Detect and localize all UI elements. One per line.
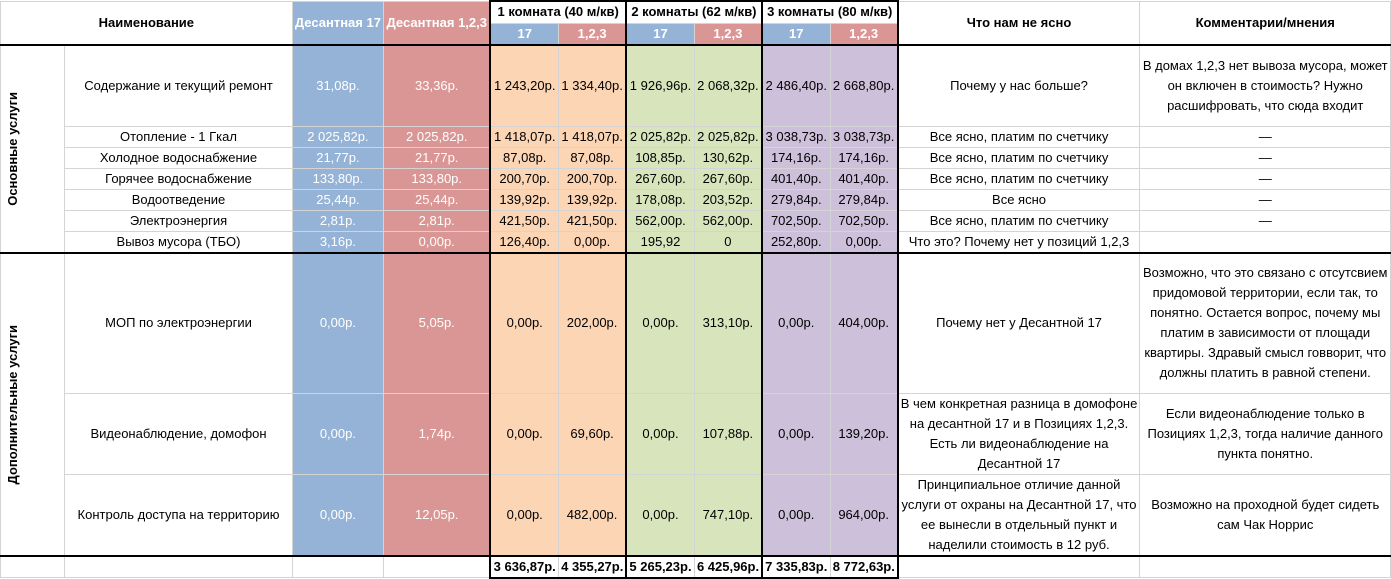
cell-d123: 0,00р. <box>384 232 491 254</box>
cell-r2b: 2 025,82р. <box>694 127 761 148</box>
cell-r1b: 200,70р. <box>559 169 626 190</box>
cell-r2b: 562,00р. <box>694 211 761 232</box>
cell-unclear: Почему у нас больше? <box>898 45 1140 127</box>
cell-r3b: 139,20р. <box>830 393 897 474</box>
total-r3a: 7 335,83р. <box>762 556 830 578</box>
total-r2a: 5 265,23р. <box>626 556 694 578</box>
row-name: Холодное водоснабжение <box>65 148 292 169</box>
subheader-123: 1,2,3 <box>559 23 626 45</box>
cell-r3a: 279,84р. <box>762 190 830 211</box>
cell-unclear: Все ясно <box>898 190 1140 211</box>
row-name: Контроль доступа на территорию <box>65 474 292 556</box>
table-row <box>1 169 1391 190</box>
cell-d17: 0,00р. <box>292 393 384 474</box>
cell-r3a: 401,40р. <box>762 169 830 190</box>
cell-d123: 5,05р. <box>384 253 491 393</box>
cell-r2b: 203,52р. <box>694 190 761 211</box>
cell-r3a: 252,80р. <box>762 232 830 254</box>
cell-r1b: 87,08р. <box>559 148 626 169</box>
header-unclear: Что нам не ясно <box>898 1 1140 45</box>
table-row <box>1 393 1391 474</box>
cell-r2b: 130,62р. <box>694 148 761 169</box>
cell-r3b: 702,50р. <box>830 211 897 232</box>
subheader-123: 1,2,3 <box>830 23 897 45</box>
cell-r2b: 747,10р. <box>694 474 761 556</box>
cell-r1b: 202,00р. <box>559 253 626 393</box>
cell-r2b: 313,10р. <box>694 253 761 393</box>
row-name: Содержание и текущий ремонт <box>65 45 292 127</box>
cell-r2a: 178,08р. <box>626 190 694 211</box>
cell-d17: 2 025,82р. <box>292 127 384 148</box>
table-row <box>1 127 1391 148</box>
row-name: Отопление - 1 Гкал <box>65 127 292 148</box>
table-row <box>1 190 1391 211</box>
cell-r3a: 0,00р. <box>762 253 830 393</box>
header-name: Наименование <box>1 1 293 45</box>
cell-r3a: 2 486,40р. <box>762 45 830 127</box>
cell-d123: 33,36р. <box>384 45 491 127</box>
group-main <box>1 45 65 254</box>
cell-r1b: 0,00р. <box>559 232 626 254</box>
cell-r2a: 195,92 <box>626 232 694 254</box>
subheader-17: 17 <box>762 23 830 45</box>
cell-d123: 21,77р. <box>384 148 491 169</box>
cell-r2a: 0,00р. <box>626 474 694 556</box>
cell-d17: 21,77р. <box>292 148 384 169</box>
cell-r2a: 1 926,96р. <box>626 45 694 127</box>
cell-r1a: 0,00р. <box>490 253 558 393</box>
group-extra-label: Дополнительные услуги <box>5 324 20 484</box>
cell-r3b: 0,00р. <box>830 232 897 254</box>
cell-r3b: 404,00р. <box>830 253 897 393</box>
cell-unclear: Принципиальное отличие данной услуги от охраны на Десантной 17, что ее вынесли в отдельный пункт и наделили стоимость в 12 руб. <box>898 474 1140 556</box>
cell-comment: — <box>1140 148 1391 169</box>
table-row <box>1 148 1391 169</box>
cell-d123: 25,44р. <box>384 190 491 211</box>
table-row <box>1 211 1391 232</box>
cell-d17: 25,44р. <box>292 190 384 211</box>
cell-comment <box>1140 232 1391 254</box>
table-row <box>1 253 1391 393</box>
cell-r2b: 267,60р. <box>694 169 761 190</box>
cell-r2b: 107,88р. <box>694 393 761 474</box>
cell-d17: 0,00р. <box>292 474 384 556</box>
cell-r2b: 0 <box>694 232 761 254</box>
cell-r1a: 1 243,20р. <box>490 45 558 127</box>
cell-r1a: 200,70р. <box>490 169 558 190</box>
cell-r2a: 562,00р. <box>626 211 694 232</box>
cell-r3b: 279,84р. <box>830 190 897 211</box>
cell-r1b: 69,60р. <box>559 393 626 474</box>
row-name: Видеонаблюдение, домофон <box>65 393 292 474</box>
cell-r3a: 174,16р. <box>762 148 830 169</box>
cell-r1a: 87,08р. <box>490 148 558 169</box>
subheader-17: 17 <box>626 23 694 45</box>
header-d123: Десантная 1,2,3 <box>384 1 491 45</box>
cell-r1b: 421,50р. <box>559 211 626 232</box>
header-room3: 3 комнаты (80 м/кв) <box>762 1 898 23</box>
cell-r2a: 108,85р. <box>626 148 694 169</box>
cell-r1a: 139,92р. <box>490 190 558 211</box>
cell-d123: 12,05р. <box>384 474 491 556</box>
cell-r2a: 2 025,82р. <box>626 127 694 148</box>
cell-d17: 31,08р. <box>292 45 384 127</box>
cell-comment: — <box>1140 127 1391 148</box>
cell-r3a: 3 038,73р. <box>762 127 830 148</box>
header-comments: Комментарии/мнения <box>1140 1 1391 45</box>
cell-r1a: 0,00р. <box>490 393 558 474</box>
cell-unclear: Все ясно, платим по счетчику <box>898 148 1140 169</box>
cell-r2a: 0,00р. <box>626 253 694 393</box>
row-name: МОП по электроэнергии <box>65 253 292 393</box>
cell-d17: 133,80р. <box>292 169 384 190</box>
cell-r2a: 267,60р. <box>626 169 694 190</box>
cell-comment: В домах 1,2,3 нет вывоза мусора, может он включен в стоимость? Нужно расшифровать, что сюда входит <box>1140 45 1391 127</box>
cell-r3a: 0,00р. <box>762 474 830 556</box>
table-row <box>1 45 1391 127</box>
total-r1b: 4 355,27р. <box>559 556 626 578</box>
cell-r1b: 1 418,07р. <box>559 127 626 148</box>
cell-r3b: 401,40р. <box>830 169 897 190</box>
cell-r2b: 2 068,32р. <box>694 45 761 127</box>
cell-r2a: 0,00р. <box>626 393 694 474</box>
cell-r1b: 482,00р. <box>559 474 626 556</box>
header-room1: 1 комната (40 м/кв) <box>490 1 626 23</box>
row-name: Электроэнергия <box>65 211 292 232</box>
cell-r3a: 0,00р. <box>762 393 830 474</box>
total-r2b: 6 425,96р. <box>694 556 761 578</box>
cell-d123: 133,80р. <box>384 169 491 190</box>
cell-d123: 2,81р. <box>384 211 491 232</box>
cell-comment: — <box>1140 169 1391 190</box>
cell-r3b: 174,16р. <box>830 148 897 169</box>
cell-r1b: 1 334,40р. <box>559 45 626 127</box>
header-d17: Десантная 17 <box>292 1 384 45</box>
cell-d17: 3,16р. <box>292 232 384 254</box>
cell-r1a: 421,50р. <box>490 211 558 232</box>
cell-d123: 1,74р. <box>384 393 491 474</box>
cell-r3a: 702,50р. <box>762 211 830 232</box>
cell-unclear: Все ясно, платим по счетчику <box>898 169 1140 190</box>
group-extra <box>1 253 65 556</box>
cell-r3b: 964,00р. <box>830 474 897 556</box>
cell-d17: 0,00р. <box>292 253 384 393</box>
cell-r1a: 0,00р. <box>490 474 558 556</box>
subheader-123: 1,2,3 <box>694 23 761 45</box>
table-row <box>1 474 1391 556</box>
row-name: Водоотведение <box>65 190 292 211</box>
cell-r3b: 3 038,73р. <box>830 127 897 148</box>
cell-comment: Возможно на проходной будет сидеть сам Чак Норрис <box>1140 474 1391 556</box>
row-name: Вывоз мусора (ТБО) <box>65 232 292 254</box>
cell-unclear: Что это? Почему нет у позиций 1,2,3 <box>898 232 1140 254</box>
cell-r1a: 126,40р. <box>490 232 558 254</box>
cell-unclear: Все ясно, платим по счетчику <box>898 211 1140 232</box>
cell-comment: — <box>1140 190 1391 211</box>
cell-comment: Возможно, что это связано с отсутсвием придомовой территории, если так, то понятно. Остается вопрос, почему мы платим в зависимости от площади квартиры. Здравый смысл говворит, что должны платить в равной степени. <box>1140 253 1391 393</box>
table-row <box>1 232 1391 254</box>
cell-unclear: В чем конкретная разница в домофоне на десантной 17 и в Позициях 1,2,3. Есть ли видеонаблюдение на Десантной 17 <box>898 393 1140 474</box>
cell-r1b: 139,92р. <box>559 190 626 211</box>
cell-d17: 2,81р. <box>292 211 384 232</box>
cell-r3b: 2 668,80р. <box>830 45 897 127</box>
cell-unclear: Все ясно, платим по счетчику <box>898 127 1140 148</box>
cell-r1a: 1 418,07р. <box>490 127 558 148</box>
cell-comment: Если видеонаблюдение только в Позициях 1,2,3, тогда наличие данного пункта понятно. <box>1140 393 1391 474</box>
cell-d123: 2 025,82р. <box>384 127 491 148</box>
subheader-17: 17 <box>490 23 558 45</box>
cell-unclear: Почему нет у Десантной 17 <box>898 253 1140 393</box>
header-room2: 2 комнаты (62 м/кв) <box>626 1 762 23</box>
total-r1a: 3 636,87р. <box>490 556 558 578</box>
row-name: Горячее водоснабжение <box>65 169 292 190</box>
group-main-label: Основные услуги <box>5 91 20 206</box>
cell-comment: — <box>1140 211 1391 232</box>
total-r3b: 8 772,63р. <box>830 556 897 578</box>
